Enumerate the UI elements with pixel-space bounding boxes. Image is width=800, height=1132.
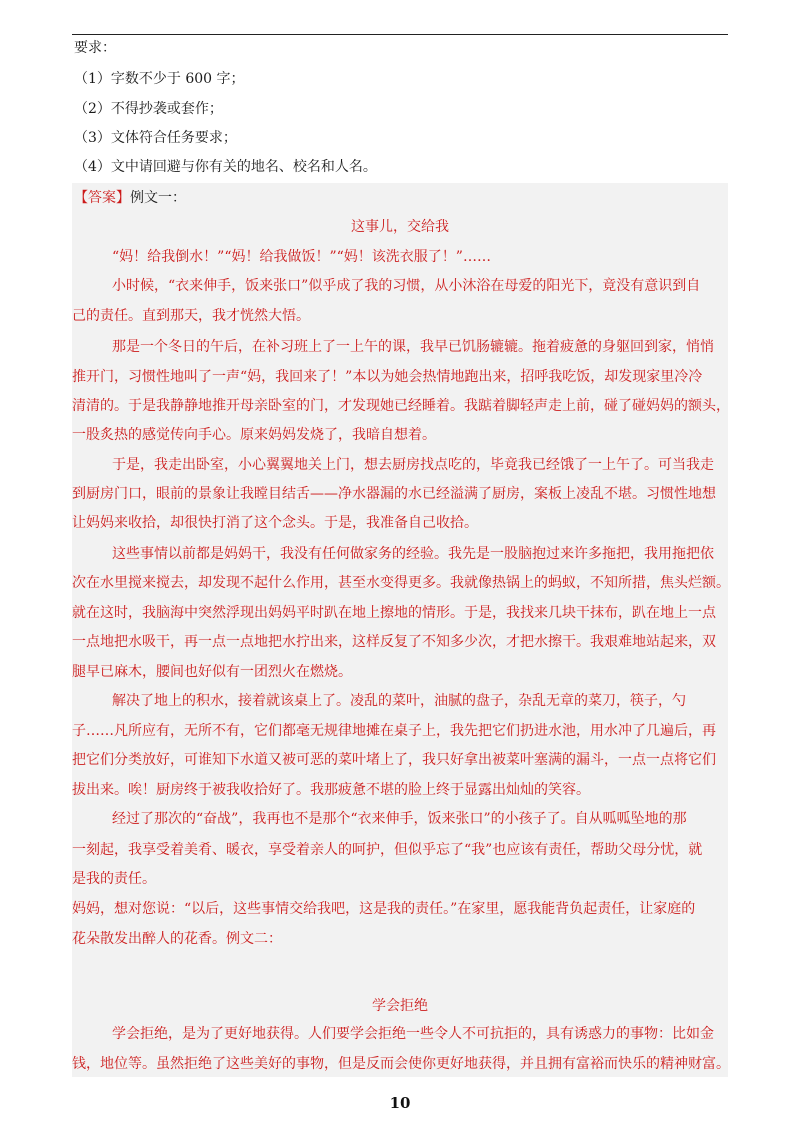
essay1-line: 妈妈，想对您说：“以后，这些事情交给我吧，这是我的责任。”在家里，愿我能背负起责任，让家庭的 [72,901,696,917]
essay1-line: 这些事情以前都是妈妈干，我没有任何做家务的经验。我先是一股脑抱过来许多拖把，我用拖把依 [112,546,714,562]
essay1-line: 到厨房门口，眼前的景象让我瞠目结舌——净水器漏的水已经溢满了厨房，案板上凌乱不堪。习惯性地想 [72,486,716,502]
essay1-title: 这事儿，交给我 [351,219,449,235]
essay1-line: 小时候，“衣来伸手，饭来张口”似乎成了我的习惯，从小沐浴在母爱的阳光下，竟没有意识到自 [112,278,701,294]
essay1-line: 把它们分类放好，可谁知下水道又被可恶的菜叶堵上了，我只好拿出被菜叶塞满的漏斗，一点一点将它们 [72,752,716,768]
essay1-line: 己的责任。直到那天，我才恍然大悟。 [72,308,310,324]
page-number: 10 [389,1094,411,1112]
essay1-line: 清清的。于是我静静地推开母亲卧室的门，才发现她已经睡着。我踮着脚轻声走上前，碰了碰妈妈的额头， [72,398,730,414]
essay1-line: “妈！给我倒水！”“妈！给我做饭！”“妈！该洗衣服了！”…… [112,249,491,265]
answer-label [74,188,186,208]
requirement-item: （1）字数不少于 600 字； [74,71,245,87]
essay1-line: 经过了那次的“奋战”，我再也不是那个“衣来伸手，饭来张口”的小孩子了。自从呱呱坠地的那 [112,811,687,827]
essay1-line: 是我的责任。 [72,871,156,887]
essay1-line: 子……凡所应有，无所不有，它们都毫无规律地摊在桌子上，我先把它们扔进水池，用水冲了几遍后，再 [72,723,716,739]
essay1-line: 那是一个冬日的午后，在补习班上了一上午的课，我早已饥肠辘辘。拖着疲惫的身躯回到家，悄悄 [112,339,714,355]
answer-intro: 例文一： [130,190,186,206]
essay1-line: 一股炙热的感觉传向手心。原来妈妈发烧了，我暗自想着。 [72,427,436,443]
essay1-line: 拔出来。唉！厨房终于被我收拾好了。我那疲惫不堪的脸上终于显露出灿灿的笑容。 [72,782,590,798]
essay1-line: 解决了地上的积水，接着就该桌上了。凌乱的菜叶，油腻的盘子，杂乱无章的菜刀，筷子，勺 [112,693,686,709]
answer-tag: 【答案】 [74,190,130,206]
essay1-line: 一刻起，我享受着美肴、暖衣，享受着亲人的呵护，但似乎忘了“我”也应该有责任，帮助父母分忧，就 [72,842,703,858]
essay2-line: 学会拒绝，是为了更好地获得。人们要学会拒绝一些令人不可抗拒的，具有诱惑力的事物：比如金 [112,1026,714,1042]
essay1-line: 花朵散发出醉人的花香。例文二： [72,931,282,947]
essay1-line: 就在这时，我脑海中突然浮现出妈妈平时趴在地上擦地的情形。于是，我找来几块干抹布，趴在地上一点 [72,605,716,621]
essay2-line: 钱，地位等。虽然拒绝了这些美好的事物，但是反而会使你更好地获得，并且拥有富裕而快乐的精神财富。 [72,1056,730,1072]
essay1-line: 于是，我走出卧室，小心翼翼地关上门，想去厨房找点吃的，毕竟我已经饿了一上午了。可当我走 [112,457,714,473]
top-rule [72,34,728,35]
essay2-title: 学会拒绝 [372,998,428,1014]
requirement-item: （3）文体符合任务要求； [74,130,237,146]
essay1-line: 次在水里搅来搅去，却发现不起什么作用，甚至水变得更多。我就像热锅上的蚂蚁，不知所措，焦头烂额。 [72,575,730,591]
requirement-item: （2）不得抄袭或套作； [74,101,223,117]
requirements-heading: 要求： [74,40,116,56]
essay1-line: 一点地把水吸干，再一点一点地把水拧出来，这样反复了不知多少次，才把水擦干。我艰难地站起来，双 [72,634,716,650]
requirement-item: （4）文中请回避与你有关的地名、校名和人名。 [74,159,377,175]
essay1-line: 腿早已麻木，腰间也好似有一团烈火在燃烧。 [72,664,352,680]
essay1-line: 让妈妈来收拾，却很快打消了这个念头。于是，我准备自己收拾。 [72,515,478,531]
essay1-line: 推开门，习惯性地叫了一声“妈，我回来了！”本以为她会热情地跑出来，招呼我吃饭，却发现家里冷冷 [72,369,703,385]
